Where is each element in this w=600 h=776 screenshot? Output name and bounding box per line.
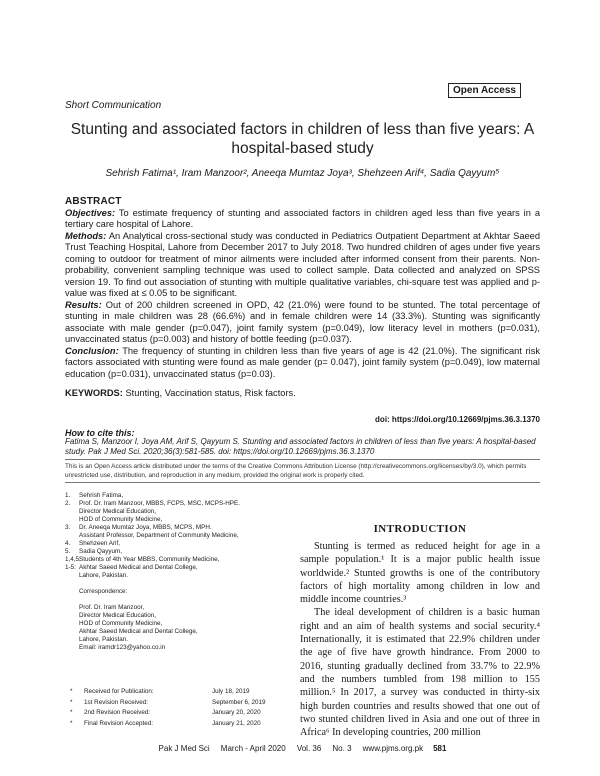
- intro-paragraph: The ideal development of children is a basic human right and an aim of health systems and social security.⁴ Internationally, it is estimated that 22.9% children under the age of five have growth hindrance. From 2000 to 2016, stunting gradually declined from 33.7% to 22.9% and the numbers tumbled from 198 million to 155 million.⁵ In 2017, a survey was conducted in thirty-six high burden countries and results showed that one out of two stunted children lived in Asia and one out of three in Africa⁶ In developing countries, 200 million: [300, 607, 540, 739]
- citation: Fatima S, Manzoor I, Joya AM, Arif S, Qayyum S. Stunting and associated factors in children of less than five years: A hospital-based study. Pak J Med Sci. 2020;36(3):581-585. doi: https://doi.org/10.12669/pjms.36.3.1370: [65, 437, 536, 456]
- journal-info: Pak J Med Sci March - April 2020 Vol. 36 No. 3 www.pjms.org.pk: [158, 744, 424, 753]
- affiliation-item: [65, 492, 285, 500]
- abstract-heading: ABSTRACT: [65, 196, 122, 207]
- article-type: Short Communication: [65, 100, 162, 111]
- date-row: * Final Revision Accepted: January 21, 2020: [70, 719, 261, 727]
- abstract: [65, 196, 540, 400]
- keywords: [65, 388, 540, 400]
- introduction-heading: INTRODUCTION: [373, 523, 467, 535]
- cite-heading: How to cite this:: [65, 428, 135, 438]
- affiliation-text: Shehzeen Arif,: [79, 540, 120, 547]
- abstract-results: [65, 300, 540, 346]
- objectives-label: Objectives:: [65, 207, 116, 218]
- publication-dates: [70, 687, 285, 729]
- keywords-text: Stunting, Vaccination status, Risk factors.: [122, 388, 296, 398]
- affiliation-number: 5.: [65, 548, 71, 555]
- conclusion-label: Conclusion:: [65, 345, 119, 356]
- results-label: Results:: [65, 299, 102, 310]
- abstract-objectives: [65, 208, 540, 231]
- authors: Sehrish Fatima¹, Iram Manzoor², Aneeqa Mumtaz Joya³, Shehzeen Arif⁴, Sadia Qayyum⁵: [105, 168, 500, 179]
- affiliation-item: [65, 524, 285, 540]
- abstract-conclusion: [65, 346, 540, 381]
- date-row: * 1st Revision Received: September 6, 2019: [70, 698, 266, 706]
- affiliation-text: Dr. Aneeqa Mumtaz Joya, MBBS, MCPS, MPH. Assistant Professor, Department of Community Medicine,: [79, 524, 239, 539]
- keywords-label: KEYWORDS:: [65, 388, 123, 398]
- correspondence-heading: Correspondence:: [79, 588, 128, 595]
- methods-text: An Analytical cross-sectional study was conducted in Pediatrics Outpatient Department at Akhtar Saeed Trust Teaching Hospital, Lahore from December 2017 to July 2018. Two hundred children of ages under five years coming to outdoor for treatment of minor ailments were included after informed consent from their parents. Non-probability, convenient sampling technique was used to collect sample. Data collected and analyzed on SPSS version 19. To find out association of stunting with multiple qualitative variables, chi-square test was applied and p-value was fixed at ≤ 0.05 to be significant.: [65, 230, 540, 298]
- affiliation-item: [65, 540, 285, 548]
- affiliation-text: Akhtar Saeed Medical and Dental College, Lahore, Pakistan.: [79, 564, 198, 579]
- affiliation-text: Sehrish Fatima,: [79, 492, 124, 499]
- affiliation-number: 1.: [65, 492, 71, 499]
- affiliation-item: [65, 556, 285, 564]
- affiliation-number: 1,4,5:: [65, 556, 81, 563]
- affiliation-number: 2.: [65, 500, 71, 507]
- date-row: * Received for Publication: July 18, 2019: [70, 688, 250, 695]
- results-text: Out of 200 children screened in OPD, 42 (21.0%) were found to be stunted. The total percentage of stunting in male children was 28 (66.6%) and in female children were 14 (33.3%). Stunting was significantly associate with male gender (p=0.047), joint family system (p=0.049), low literacy level in mothers (p=0.031), unvaccinated status (p=0.003) and history of bottle feeding (p=0.037).: [65, 299, 540, 344]
- intro-paragraph: Stunting is termed as reduced height for age in a sample population.¹ It is a major public health issue worldwide.² Stunted growths is one of the contributory factors of high mortality among children in low and middle income countries.³: [300, 541, 540, 606]
- affiliation-text: Prof. Dr. Iram Manzoor, MBBS, FCPS, MSC, MCPS-HPE. Director Medical Education, HOD of Community Medicine,: [79, 500, 240, 523]
- objectives-text: To estimate frequency of stunting and associated factors in children aged less than five years in a tertiary care hospital of Lahore.: [65, 207, 540, 229]
- affiliation-text: Sadia Qayyum,: [79, 548, 123, 555]
- affiliation-item: [65, 500, 285, 524]
- doi-link[interactable]: doi: https://doi.org/10.12669/pjms.36.3.1370: [375, 415, 540, 424]
- divider: [65, 482, 540, 483]
- affiliation-number: 3.: [65, 524, 71, 531]
- license-text: This is an Open Access article distributed under the terms of the Creative Commons Attribution License (http://creativecommons.org/licenses/by/3.0), which permits unrestricted use, distribution, and reproduction in any medium, provided the original work is properly cited.: [65, 463, 527, 479]
- affiliation-text: Students of 4th Year MBBS, Community Medicine,: [79, 556, 220, 563]
- page-number: 581: [433, 744, 447, 753]
- affiliation-number: 1-5:: [65, 564, 76, 571]
- introduction-body: [300, 540, 540, 739]
- affiliations: [65, 492, 285, 652]
- article-title: Stunting and associated factors in children of less than five years: A hospital-based study: [70, 121, 535, 157]
- open-access-badge: Open Access: [448, 83, 521, 98]
- affiliation-item: [65, 548, 285, 556]
- date-row: * 2nd Revision Received: January 20, 2020: [70, 709, 261, 716]
- conclusion-text: The frequency of stunting in children less than five years of age is 42 (21.0%). The significant risk factors associated with stunting were found as male gender (p= 0.047), joint family system (p=0.049), low maternal education (p=0.031), unvaccinated status (p=0.03).: [65, 345, 540, 379]
- divider: [65, 459, 540, 460]
- abstract-methods: [65, 231, 540, 300]
- affiliation-number: 4.: [65, 540, 71, 547]
- correspondence-email[interactable]: Email: iramdr123@yahoo.co.in: [79, 644, 166, 651]
- correspondence-block: Prof. Dr. Iram Manzoor, Director Medical Education, HOD of Community Medicine, Akhtar Saeed Medical and Dental College, Lahore, Pakistan. Email: iramdr123@yahoo.co.in: [79, 604, 198, 651]
- methods-label: Methods:: [65, 230, 107, 241]
- page-footer: [65, 744, 540, 753]
- affiliation-item: [65, 564, 285, 580]
